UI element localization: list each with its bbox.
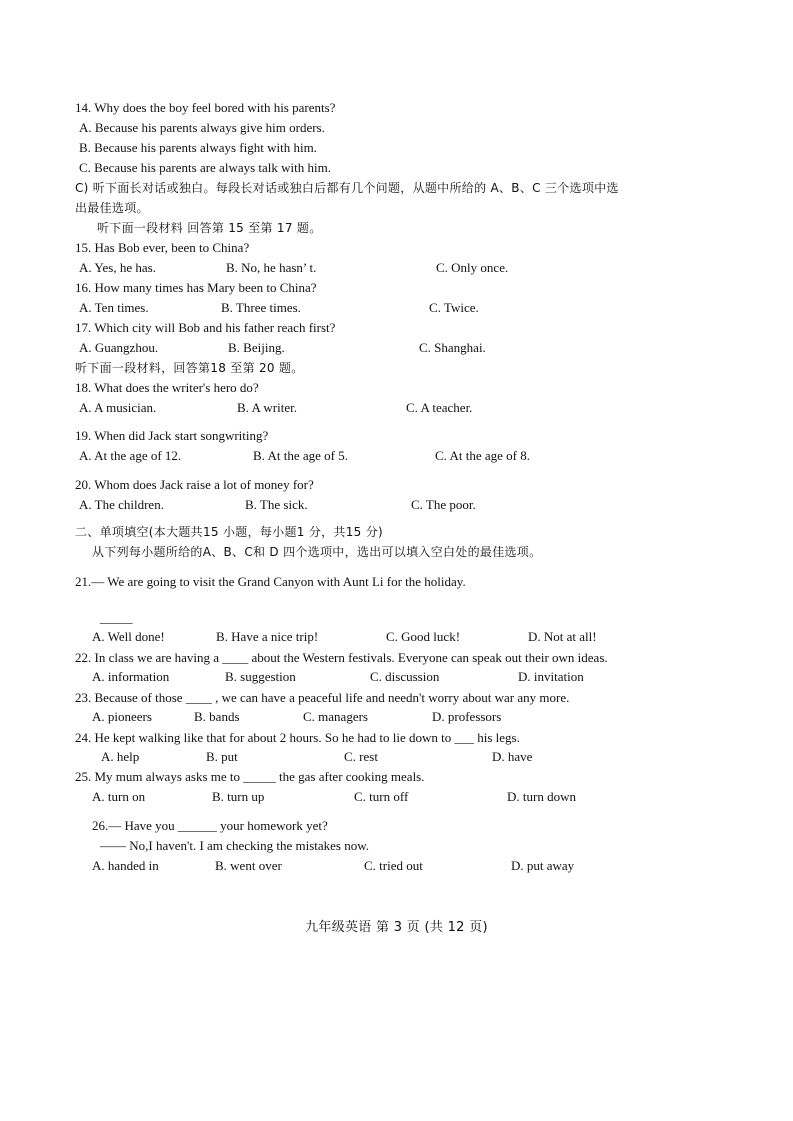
question-25-option-c: C. turn off	[354, 789, 409, 804]
question-22-option-c: C. discussion	[370, 669, 440, 684]
question-26-reply: —— No,I haven't. I am checking the mistakes now.	[100, 838, 370, 853]
question-24-option-c: C. rest	[344, 749, 378, 764]
question-19-option-b: B. At the age of 5.	[253, 448, 348, 463]
question-15-stem: 15. Has Bob ever, been to China?	[75, 240, 250, 255]
question-20-option-a: A. The children.	[79, 497, 164, 512]
question-24-option-b: B. put	[206, 749, 238, 764]
page-footer: 九年级英语 第 3 页 (共 12 页)	[305, 920, 488, 935]
section-c-instruction-line1: C) 听下面长对话或独白。每段长对话或独白后都有几个问题，从题中所给的 A、B、C 三个选项中选	[75, 181, 619, 195]
question-17-option-b: B. Beijing.	[228, 340, 285, 355]
question-25-stem: 25. My mum always asks me to _____ the gas after cooking meals.	[75, 769, 425, 784]
question-21-option-b: B. Have a nice trip!	[216, 629, 319, 644]
question-23-option-b: B. bands	[194, 709, 240, 724]
question-14-option-b: B. Because his parents always fight with him.	[79, 140, 317, 155]
question-22-option-d: D. invitation	[518, 669, 584, 684]
question-18-option-b: B. A writer.	[237, 400, 297, 415]
question-22-option-a: A. information	[92, 669, 170, 684]
question-19-option-a: A. At the age of 12.	[79, 448, 182, 463]
question-16-option-a: A. Ten times.	[79, 300, 149, 315]
question-17-option-c: C. Shanghai.	[419, 340, 486, 355]
listening-note-18-20: 听下面一段材料，回答第18 至第 20 题。	[75, 361, 304, 375]
question-24-option-d: D. have	[492, 749, 533, 764]
question-19-option-c: C. At the age of 8.	[435, 448, 530, 463]
question-23-stem: 23. Because of those ____ , we can have a peaceful life and needn't worry about war any more.	[75, 690, 570, 705]
question-15-option-c: C. Only once.	[436, 260, 509, 275]
question-21-option-c: C. Good luck!	[386, 629, 461, 644]
question-23-option-c: C. managers	[303, 709, 368, 724]
question-26-option-c: C. tried out	[364, 858, 423, 873]
question-21-option-d: D. Not at all!	[528, 629, 597, 644]
question-25-option-b: B. turn up	[212, 789, 265, 804]
section-2-instruction: 从下列每小题所给的A、B、C和 D 四个选项中，选出可以填入空白处的最佳选项。	[92, 545, 542, 559]
question-26-option-b: B. went over	[215, 858, 282, 873]
question-14-stem: 14. Why does the boy feel bored with his parents?	[75, 100, 336, 115]
question-22-stem: 22. In class we are having a ____ about the Western festivals. Everyone can speak out their own ideas.	[75, 650, 608, 665]
question-17-option-a: A. Guangzhou.	[79, 340, 159, 355]
question-15-option-b: B. No, he hasn’ t.	[226, 260, 317, 275]
question-18-stem: 18. What does the writer's hero do?	[75, 380, 259, 395]
question-26-option-a: A. handed in	[92, 858, 159, 873]
question-18-option-c: C. A teacher.	[406, 400, 473, 415]
question-14-option-a: A. Because his parents always give him orders.	[79, 120, 325, 135]
section-2-title: 二、单项填空(本大题共15 小题，每小题1 分，共15 分)	[75, 525, 383, 539]
question-16-stem: 16. How many times has Mary been to China?	[75, 280, 317, 295]
question-17-stem: 17. Which city will Bob and his father reach first?	[75, 320, 336, 335]
question-26-option-d: D. put away	[511, 858, 575, 873]
section-c-instruction-line2: 出最佳选项。	[75, 201, 149, 215]
question-18-option-a: A. A musician.	[79, 400, 157, 415]
question-19-stem: 19. When did Jack start songwriting?	[75, 428, 269, 443]
listening-note-15-17: 听下面一段材料 回答第 15 至第 17 题。	[97, 221, 322, 235]
question-21-stem: 21.— We are going to visit the Grand Canyon with Aunt Li for the holiday.	[75, 574, 466, 589]
question-20-stem: 20. Whom does Jack raise a lot of money for?	[75, 477, 314, 492]
question-22-option-b: B. suggestion	[225, 669, 296, 684]
question-24-option-a: A. help	[101, 749, 140, 764]
question-16-option-c: C. Twice.	[429, 300, 479, 315]
question-15-option-a: A. Yes, he has.	[79, 260, 156, 275]
question-20-option-b: B. The sick.	[245, 497, 308, 512]
question-23-option-a: A. pioneers	[92, 709, 152, 724]
question-20-option-c: C. The poor.	[411, 497, 476, 512]
question-23-option-d: D. professors	[432, 709, 502, 724]
question-26-stem: 26.— Have you ______ your homework yet?	[92, 818, 328, 833]
question-21-blank: _____	[100, 610, 133, 625]
question-24-stem: 24. He kept walking like that for about 2 hours. So he had to lie down to ___ his legs.	[75, 730, 520, 745]
question-21-option-a: A. Well done!	[92, 629, 165, 644]
question-25-option-d: D. turn down	[507, 789, 576, 804]
question-16-option-b: B. Three times.	[221, 300, 301, 315]
question-25-option-a: A. turn on	[92, 789, 146, 804]
question-14-option-c: C. Because his parents are always talk with him.	[79, 160, 331, 175]
